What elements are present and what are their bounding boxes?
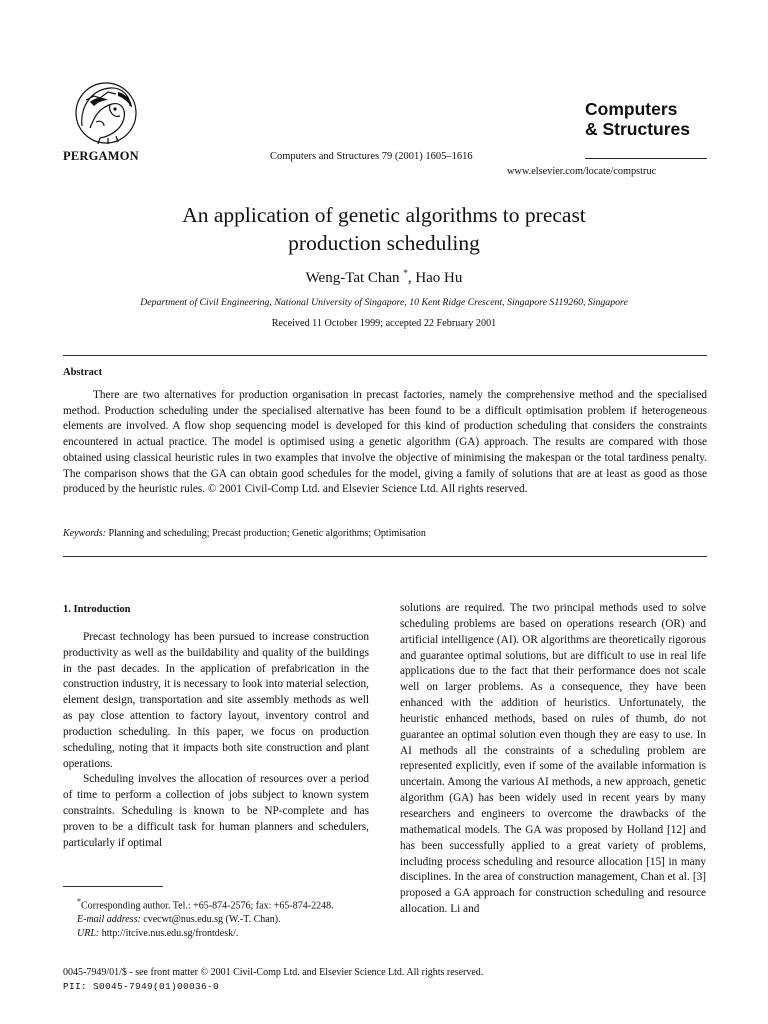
publisher-name: PERGAMON [63,149,139,163]
left-column [63,602,369,852]
pii-value: S0045-7949(01)00036-0 [93,981,220,992]
right-column [400,601,706,918]
abstract-heading: Abstract [63,367,103,378]
authors [0,268,768,287]
intro-paragraph-2: Scheduling involves the allocation of resources over a period of time to perform a collection of jobs subject to known system constraints. Scheduling is known to be NP-complete and has proven to be a difficult task for human planners and schedulers, particularly if optimal [63,773,369,849]
footnote-corresponding [63,895,369,913]
journal-title-line2: & Structures [585,119,691,139]
journal-title [585,99,690,139]
corresponding-mark: * [403,268,408,278]
footnote-rule [63,886,163,887]
keywords-label: Keywords: [63,528,106,539]
footnote-url [63,927,369,941]
affiliation: Department of Civil Engineering, National University of Singapore, 10 Kent Ridge Crescent, Singapore S119260, Singapore [140,297,628,308]
section-heading-introduction: 1. Introduction [63,604,131,615]
url-value[interactable]: http://itcive.nus.edu.sg/frontdesk/. [101,928,239,940]
article-title [0,201,768,257]
article-title-line1: An application of genetic algorithms to precast [182,203,586,227]
journal-title-line1: Computers [585,99,678,119]
publisher-logo [60,78,152,148]
abstract-bottom-rule [63,556,707,557]
abstract-text: There are two alternatives for production organisation in precast factories, namely the comprehensive method and the specialised method. Production scheduling under the specialised alternative has been found to be a difficult optimisation problem if heterogeneous elements are involved. A flow shop sequencing model is developed for this kind of production scheduling that considers the constraints encountered in actual practice. The model is optimised using a genetic algorithm (GA) approach. The results are compared with those obtained using classical heuristic rules in two examples that involve the objective of minimising the makespan or the total tardiness penalty. The comparison shows that the GA can obtain good schedules for the model, giving a family of solutions that are at least as good as those produced by the heuristic rules. © 2001 Civil-Comp Ltd. and Elsevier Science Ltd. All rights reserved. [63,389,707,496]
email-value[interactable]: cvecwt@nus.edu.sg (W.-T. Chan). [143,914,281,926]
footnote-mark: * [77,897,81,906]
author-chan: Weng-Tat Chan [305,270,400,286]
intro-paragraph-1: Precast technology has been pursued to increase construction productivity as well as the buildability and quality of the buildings in the past decades. In the application of prefabrication in the construction industry, it is necessary to look into material selection, element design, transportation and site assembly methods as well as pay close attention to factory layout, inventory control and production scheduling. In this paper, we focus on production scheduling, noting that it impacts both site construction and plant operations. [63,630,369,770]
author-hu: , Hao Hu [407,270,463,286]
footer-pii [63,980,483,994]
footnotes [63,895,369,941]
journal-url[interactable]: www.elsevier.com/locate/compstruc [507,166,657,177]
footnote-email [63,913,369,927]
journal-title-rule [585,158,707,159]
journal-reference: Computers and Structures 79 (2001) 1605–1616 [270,151,473,162]
abstract-top-rule [63,355,707,356]
page-footer [63,966,483,994]
article-title-line2: production scheduling [288,231,480,255]
keywords-text: Planning and scheduling; Precast production; Genetic algorithms; Optimisation [108,528,426,539]
pii-label: PII: [63,981,88,992]
email-label: E-mail address: [77,914,141,926]
footer-copyright: 0045-7949/01/$ - see front matter © 2001 Civil-Comp Ltd. and Elsevier Science Ltd. All rights reserved. [63,967,484,978]
received-dates: Received 11 October 1999; accepted 22 February 2001 [271,318,497,329]
intro-paragraph-continued: solutions are required. The two principal methods used to solve scheduling problems are based on operations research (OR) and artificial intelligence (AI). OR algorithms are theoretically rigorous and guarantee optimal solutions, but are difficult to use in real life applications due to the fact that their performance does not scale well on larger problems. As a consequence, they have been enhanced with the addition of heuristics. Unfortunately, the heuristic enhanced methods, based on rules of thumb, do not guarantee an optimal solution even though they are easy to use. In AI methods all the constraints of a scheduling problem are represented explicitly, even if some of the available information is uncertain. Among the various AI methods, a new approach, genetic algorithm (GA) has been widely used in recent years by many researchers and engineers to overcome the drawbacks of the mathematical models. The GA was proposed by Holland [12] and has been successfully applied to a great variety of problems, including process scheduling and resource allocation [15] in many disciplines. In the area of construction management, Chan et al. [3] proposed a GA approach for construction scheduling and resource allocation. Li and [400,602,706,916]
keywords [63,528,707,539]
footnote-corresponding-text: Corresponding author. Tel.: +65-874-2576; fax: +65-874-2248. [81,900,334,912]
url-label: URL: [77,928,100,940]
